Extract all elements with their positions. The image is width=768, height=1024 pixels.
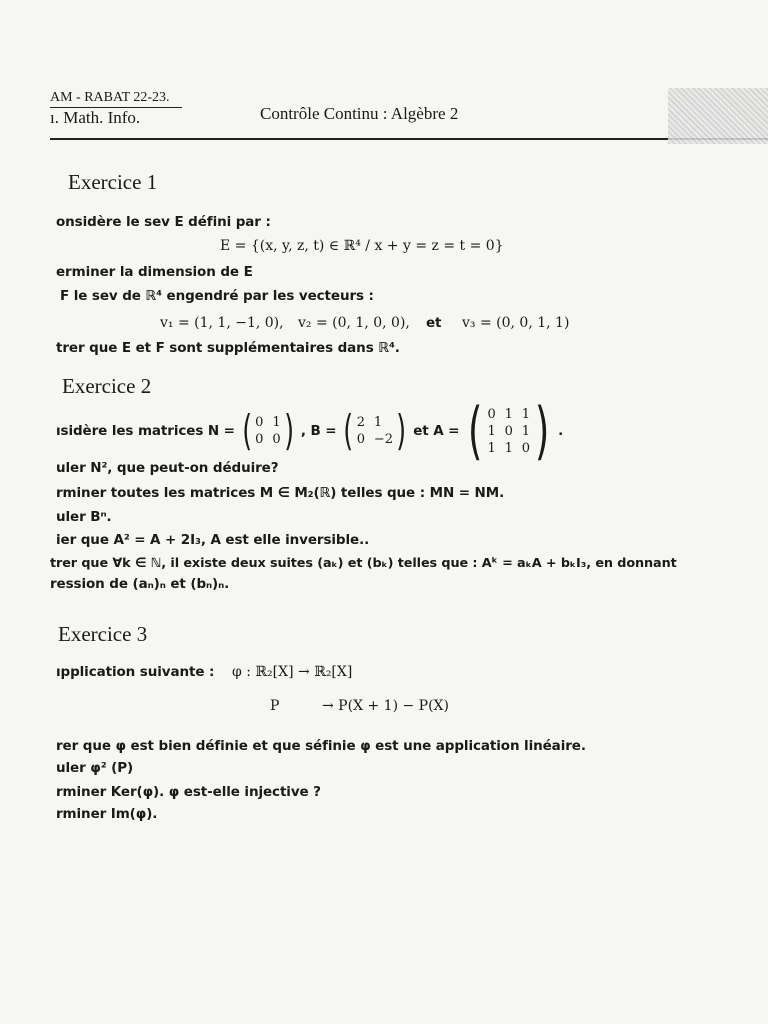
matrix-n: ( 0 1 0 0 ) bbox=[242, 406, 294, 455]
ex1-line-3: F le sev de ℝ⁴ engendré par les vecteurs : bbox=[60, 288, 374, 304]
ex2-sep-b: , B = bbox=[300, 423, 337, 439]
ex2-sep-a: et A = bbox=[413, 423, 460, 439]
matrix-a-cell: 1 bbox=[504, 406, 513, 422]
matrix-b-cell: 0 bbox=[356, 432, 365, 447]
matrix-n-cell: 0 bbox=[255, 432, 264, 447]
ex2-line-6: ression de (aₙ)ₙ et (bₙ)ₙ. bbox=[50, 576, 230, 592]
matrix-b-cell: −2 bbox=[373, 432, 393, 447]
matrix-b-cell: 1 bbox=[373, 415, 383, 430]
ex1-line-4: trer que E et F sont supplémentaires dans ℝ⁴. bbox=[56, 340, 400, 356]
ex1-v1: v₁ = (1, 1, −1, 0), bbox=[160, 315, 284, 331]
matrix-a: ( 0 1 1 1 0 1 1 1 0 ) bbox=[468, 394, 550, 467]
ex3-map-2b: → P(X + 1) − P(X) bbox=[322, 698, 449, 714]
matrix-a-cell: 0 bbox=[504, 423, 513, 439]
corner-stamp bbox=[668, 88, 768, 144]
matrix-b: ( 2 1 0 −2 ) bbox=[343, 406, 406, 455]
matrix-a-cell: 1 bbox=[521, 406, 530, 422]
ex2-line-4: ier que A² = A + 2I₃, A est elle inversible.. bbox=[56, 532, 370, 548]
matrix-n-cell: 0 bbox=[255, 415, 264, 430]
matrix-n-cell: 1 bbox=[272, 415, 281, 430]
exercise-3-title: Exercice 3 bbox=[58, 622, 148, 646]
matrix-a-cell: 1 bbox=[521, 423, 530, 439]
ex2-line-1: uler N², que peut-on déduire? bbox=[56, 460, 279, 476]
ex1-line-1: onsidère le sev E défini par : bbox=[56, 214, 271, 230]
ex2-line-2: rminer toutes les matrices M ∈ M₂(ℝ) telles que : MN = NM. bbox=[56, 485, 505, 501]
ex3-line-2: rer que φ est bien définie et que séfinie φ est une application linéaire. bbox=[56, 738, 586, 754]
page-title: Contrôle Continu : Algèbre 2 bbox=[260, 104, 459, 123]
ex2-intro bbox=[56, 394, 564, 467]
ex2-line-3: uler Bⁿ. bbox=[56, 509, 112, 525]
ex1-v3: v₃ = (0, 0, 1, 1) bbox=[462, 315, 570, 331]
ex2-line-5: trer que ∀k ∈ ℕ, il existe deux suites (aₖ) et (bₖ) telles que : Aᵏ = aₖA + bₖI₃, en donnant bbox=[50, 556, 677, 571]
ex3-line-5: rminer Im(φ). bbox=[56, 806, 158, 822]
header-program: ı. Math. Info. bbox=[50, 108, 141, 127]
matrix-a-cell: 1 bbox=[504, 440, 513, 456]
ex3-line-4: rminer Ker(φ). φ est-elle injective ? bbox=[56, 784, 321, 800]
exercise-1-title: Exercice 1 bbox=[68, 170, 158, 194]
ex3-map-2a: P bbox=[270, 698, 280, 714]
ex1-et: et bbox=[426, 315, 442, 331]
header-rule bbox=[50, 138, 768, 140]
matrix-n-cell: 0 bbox=[272, 432, 281, 447]
ex3-line-3: uler φ² (P) bbox=[56, 760, 134, 776]
exercise-2-title: Exercice 2 bbox=[62, 374, 152, 398]
ex2-intro-text: ısidère les matrices N = bbox=[56, 423, 235, 439]
ex3-line-1: ıpplication suivante : bbox=[56, 664, 215, 680]
ex1-equation: E = {(x, y, z, t) ∈ ℝ⁴ / x + y = z = t = 0} bbox=[220, 238, 504, 254]
ex3-map-1: φ : ℝ₂[X] → ℝ₂[X] bbox=[232, 664, 353, 680]
matrix-b-cell: 2 bbox=[356, 415, 365, 430]
matrix-a-cell: 1 bbox=[487, 440, 496, 456]
matrix-a-cell: 1 bbox=[487, 423, 496, 439]
ex1-v2: v₂ = (0, 1, 0, 0), bbox=[298, 315, 410, 331]
matrix-a-cell: 0 bbox=[521, 440, 530, 456]
matrix-a-cell: 0 bbox=[487, 406, 496, 422]
ex1-line-2: erminer la dimension de E bbox=[56, 264, 253, 280]
ex2-dot: . bbox=[558, 423, 564, 439]
header-school: AM - RABAT 22-23. bbox=[50, 90, 170, 105]
